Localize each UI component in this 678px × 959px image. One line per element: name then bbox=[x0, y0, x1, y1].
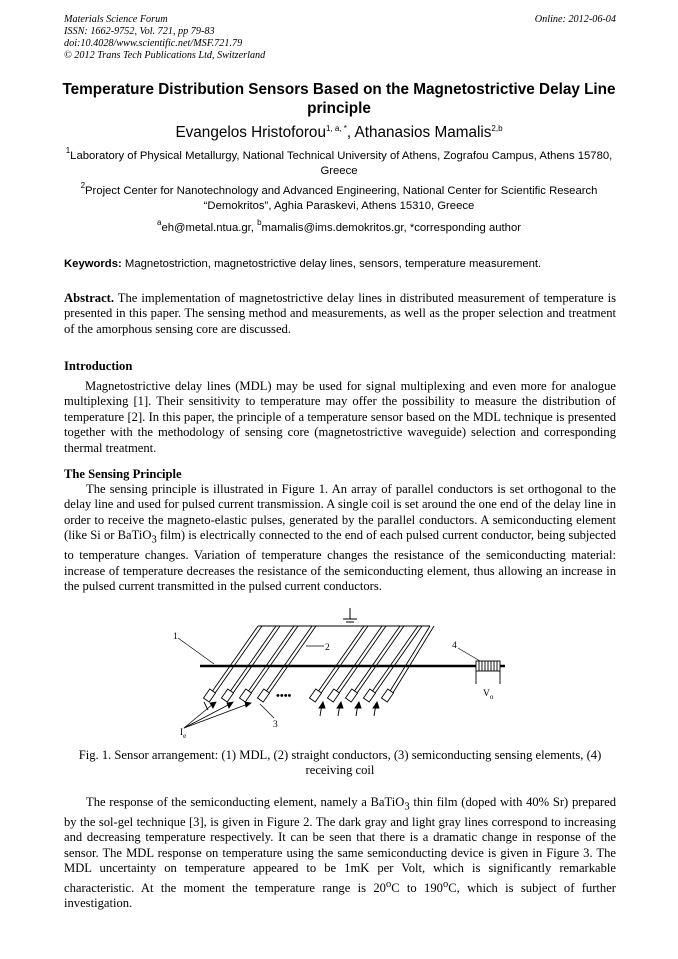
paragraph-text: The response of the semiconducting element, namely a BaTiO bbox=[86, 795, 405, 809]
section-heading: The Sensing Principle bbox=[64, 467, 182, 481]
paragraph-text: C to 190 bbox=[391, 880, 443, 895]
response-paragraph bbox=[64, 795, 616, 912]
author-name: Evangelos Hristoforou bbox=[175, 124, 326, 141]
paragraph-text: C, which is subject of further investigation. bbox=[64, 880, 616, 911]
label-1: 1 bbox=[173, 632, 178, 642]
section-heading: Introduction bbox=[64, 359, 133, 373]
affiliation-number: 2 bbox=[80, 181, 86, 190]
ie-arrows bbox=[184, 702, 251, 728]
author-separator: , bbox=[346, 124, 355, 141]
ground-symbol bbox=[343, 608, 357, 622]
ellipsis-dots: •••• bbox=[276, 690, 292, 702]
journal-issn: ISSN: 1662-9752, Vol. 721, pp 79-83 bbox=[64, 26, 215, 37]
affiliation-number: 1 bbox=[65, 146, 71, 155]
author-line bbox=[60, 124, 618, 142]
ie-text: I bbox=[180, 728, 184, 738]
abstract-label: Abstract. bbox=[64, 291, 115, 305]
conductor-group-right bbox=[315, 626, 434, 696]
email-text: mamalis@ims.demokritos.gr, *corresponding author bbox=[261, 222, 521, 234]
journal-doi: doi:10.4028/www.scientific.net/MSF.721.79 bbox=[64, 38, 243, 49]
keywords-text: Magnetostriction, magnetostrictive delay lines, sensors, temperature measurement. bbox=[121, 258, 542, 270]
label-4: 4 bbox=[452, 641, 457, 651]
introduction-paragraph: Magnetostrictive delay lines (MDL) may be used for signal multiplexing and even more for analogue multiplexing [1]. Their sensitivity to temperature may offer the possibility to measure the distribution of temperature [2]. In this paper, the principle of a temperature sensor based on the MDL technique is presented together with the methodology of sensing core (magnetostrictive waveguide) selection and corresponding thermal treatment. bbox=[64, 379, 616, 455]
paragraph-text: thin film (doped with 40% Sr) prepared by the sol-gel technique [3], is given in Figure 2. The dark gray and light gray lines correspond to increasing and decreasing temperature respectively. It can be seen that there is a dramatic change in response of the sensor. The MDL response on temperature using the same semiconducting device is given in Figure 3. The MDL uncertainty on temperature appeared to be 1mK per Volt, which is significantly remarkable characteristic. At the moment the temperature range is 20 bbox=[64, 795, 616, 895]
ie-subscript: e bbox=[183, 732, 187, 740]
label-3-leader bbox=[260, 704, 274, 718]
email-marker: a bbox=[156, 218, 162, 227]
email-text: eh@metal.ntua.gr, bbox=[161, 222, 258, 234]
affiliation-text: Laboratory of Physical Metallurgy, National Technical University of Athens, Zografou Campus, Athens 15780, Greece bbox=[70, 150, 613, 177]
receiving-coil bbox=[476, 661, 500, 671]
paper-title: Temperature Distribution Sensors Based on the Magnetostrictive Delay Line principle bbox=[62, 81, 616, 117]
paragraph-text: film) is electrically connected to the end of each pulsed current conductor, being subjected to temperature changes. Variation of temperature changes the resistance of the semiconducting material: increase of temperature decreases the resistance of the semiconducting element, thus allowing an increase in the pulsed current transmitted in the pulsed current conductors. bbox=[64, 528, 616, 593]
figure-caption: Fig. 1. Sensor arrangement: (1) MDL, (2) straight conductors, (3) semiconducting sensing elements, (4) receiving coil bbox=[78, 748, 602, 778]
journal-name: Materials Science Forum bbox=[64, 14, 168, 25]
superscript: o bbox=[385, 878, 392, 890]
vo-subscript: o bbox=[489, 693, 494, 701]
affiliation-1 bbox=[64, 146, 614, 178]
conductor-group-left bbox=[209, 626, 316, 696]
email-line bbox=[64, 218, 614, 235]
journal-copyright: © 2012 Trans Tech Publications Ltd, Switzerland bbox=[64, 50, 266, 61]
affiliation-text: Project Center for Nanotechnology and Advanced Engineering, National Center for Scientific Research “Demokritos”, Aghia Paraskevi, Athens 15310, Greece bbox=[85, 185, 598, 212]
author-name: Athanasios Mamalis bbox=[354, 124, 492, 141]
label-4-leader bbox=[458, 648, 480, 661]
abstract-text: The implementation of magnetostrictive delay lines in distributed measurement of temperature is presented in this paper. The sensing method and measurements, as well as the proper selection and treatment of the amorphous sensing core are discussed. bbox=[64, 291, 616, 336]
online-date: Online: 2012-06-04 bbox=[534, 14, 616, 25]
abstract bbox=[64, 291, 616, 337]
keywords-label: Keywords: bbox=[64, 258, 122, 270]
affiliation-2 bbox=[64, 181, 614, 213]
author-superscript: 2,b bbox=[491, 124, 503, 133]
keywords bbox=[64, 257, 616, 271]
paragraph-text: The sensing principle is illustrated in Figure 1. An array of parallel conductors is set orthogonal to the delay line and used for pulsed current transmission. A single coil is set around the one end of the delay line in order to receive the magneto-elastic pulses, generated by the parallel conductors. A semiconducting element (like Si or BaTiO bbox=[64, 482, 616, 543]
vo-text: V bbox=[483, 689, 490, 699]
label-vo bbox=[483, 689, 494, 701]
label-ie bbox=[180, 728, 186, 740]
sensing-paragraph bbox=[64, 482, 616, 594]
superscript: o bbox=[442, 878, 449, 890]
subscript: 3 bbox=[151, 534, 157, 546]
journal-header bbox=[64, 14, 616, 62]
sensing-elements bbox=[203, 689, 393, 702]
label-2: 2 bbox=[325, 643, 330, 653]
label-1-leader bbox=[178, 638, 214, 664]
sensor-arrangement-figure bbox=[160, 604, 520, 740]
label-3: 3 bbox=[273, 720, 278, 730]
author-superscript: 1, a, * bbox=[325, 124, 347, 133]
subscript: 3 bbox=[404, 801, 410, 813]
email-marker: b bbox=[257, 218, 262, 227]
